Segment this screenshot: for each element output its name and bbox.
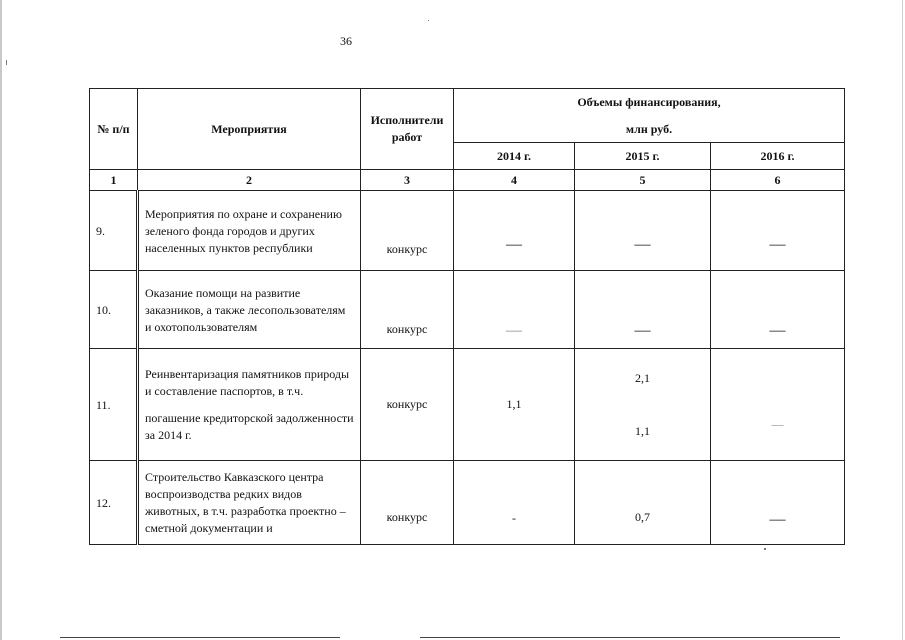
row-2015-subvalue: 1,1 bbox=[635, 423, 650, 438]
row-2014 bbox=[454, 271, 575, 349]
dash-2015: — bbox=[634, 236, 651, 253]
row-executor-text: конкурс bbox=[386, 322, 428, 336]
bottom-scan-line bbox=[60, 637, 340, 638]
scan-speck bbox=[428, 20, 429, 21]
header-executors: Исполнители работ bbox=[361, 89, 454, 170]
row-2016 bbox=[711, 271, 845, 349]
table-row bbox=[90, 271, 845, 349]
row-2014: 1,1 bbox=[454, 349, 575, 461]
row-activity: Оказание помощи на развитие заказников, а также лесопользователям и охотопользователям bbox=[138, 271, 361, 349]
row-executor-text: конкурс bbox=[386, 242, 428, 256]
row-activity: Строительство Кавказского центра воспроизводства редких видов животных, в т.ч. разработка проектно – сметной документации и bbox=[138, 461, 361, 545]
funding-table bbox=[89, 88, 845, 545]
dash-2016: — bbox=[769, 511, 786, 528]
table-row bbox=[90, 191, 845, 271]
table-row bbox=[90, 349, 845, 461]
scan-speck bbox=[764, 548, 766, 550]
row-2016 bbox=[711, 191, 845, 271]
row-number: 9. bbox=[90, 191, 138, 271]
row-number: 12. bbox=[90, 461, 138, 545]
row-2015-value: 2,1 bbox=[635, 370, 650, 385]
table-row bbox=[90, 461, 845, 545]
row-2016 bbox=[711, 461, 845, 545]
row-number: 10. bbox=[90, 271, 138, 349]
column-number: 4 bbox=[454, 170, 575, 191]
row-activity-subtext: погашение кредиторской задолженности за 2014 г. bbox=[145, 411, 354, 442]
row-activity-text: Реинвентаризация памятников природы и составление паспортов, в т.ч. bbox=[145, 367, 350, 398]
row-2014-value: - bbox=[512, 511, 516, 525]
header-funding-line1: Объемы финансирования, bbox=[577, 94, 721, 109]
row-2014 bbox=[454, 191, 575, 271]
bottom-scan-line bbox=[420, 637, 840, 638]
dash-2016: — bbox=[769, 236, 786, 253]
row-2015 bbox=[575, 461, 711, 545]
scan-speck bbox=[6, 60, 7, 65]
scan-edge-right bbox=[902, 0, 903, 640]
dash-2015: — bbox=[634, 322, 651, 339]
row-executor: конкурс bbox=[361, 349, 454, 461]
row-2014 bbox=[454, 461, 575, 545]
row-number: 11. bbox=[90, 349, 138, 461]
row-2015-value: 0,7 bbox=[635, 510, 650, 524]
row-activity: Мероприятия по охране и сохранению зеленого фонда городов и других населенных пунктов республики bbox=[138, 191, 361, 271]
row-executor-text: конкурс bbox=[386, 510, 428, 524]
scan-edge-left bbox=[0, 0, 2, 640]
row-2016 bbox=[711, 349, 845, 461]
header-funding-line2: млн руб. bbox=[625, 121, 673, 136]
row-2015 bbox=[575, 191, 711, 271]
row-2015 bbox=[575, 271, 711, 349]
column-number: 6 bbox=[711, 170, 845, 191]
row-2015 bbox=[575, 349, 711, 461]
column-number: 3 bbox=[361, 170, 454, 191]
dash-2016: — bbox=[769, 322, 786, 339]
header-activities: Мероприятия bbox=[138, 89, 361, 170]
row-activity bbox=[138, 349, 361, 461]
column-number: 5 bbox=[575, 170, 711, 191]
dash-2014: — bbox=[506, 236, 522, 253]
header-year-2016: 2016 г. bbox=[711, 143, 845, 170]
page-number: 36 bbox=[340, 34, 352, 48]
header-year-2014: 2014 г. bbox=[454, 143, 575, 170]
dash-2016: — bbox=[771, 417, 784, 431]
row-executor bbox=[361, 271, 454, 349]
header-funding bbox=[454, 89, 845, 143]
row-executor bbox=[361, 191, 454, 271]
header-num: № п/п bbox=[90, 89, 138, 170]
column-number: 1 bbox=[90, 170, 138, 191]
dash-2014: — bbox=[506, 322, 522, 339]
row-executor bbox=[361, 461, 454, 545]
column-number: 2 bbox=[138, 170, 361, 191]
header-year-2015: 2015 г. bbox=[575, 143, 711, 170]
